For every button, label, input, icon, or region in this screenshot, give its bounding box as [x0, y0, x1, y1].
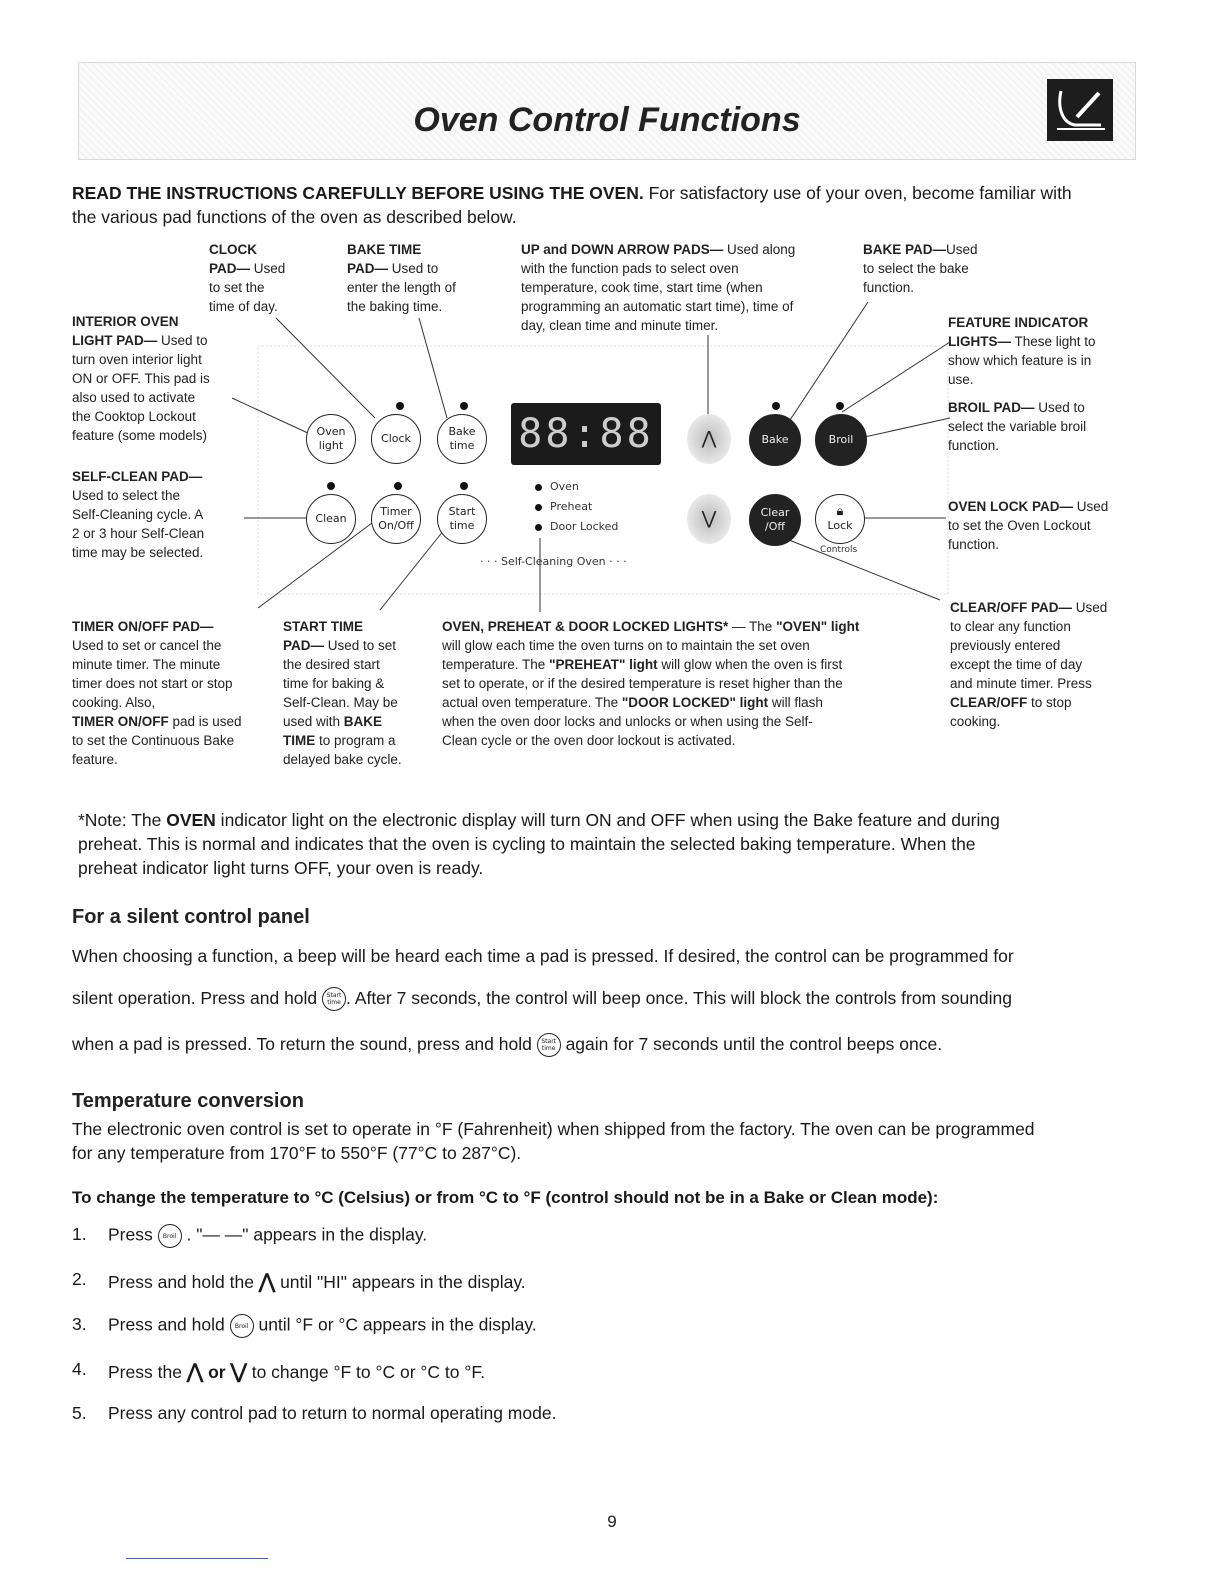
- baketime-title-2: PAD—: [347, 261, 389, 276]
- oven-light-pad-label: [317, 425, 346, 453]
- note-bold: OVEN: [166, 810, 216, 830]
- step-2-num: 2.: [72, 1269, 87, 1289]
- bake-time-label-1: Bake: [448, 425, 476, 438]
- note-line-2: preheat. This is normal and indicates that the oven is cycling to maintain the selected baking temperature. When the: [78, 834, 976, 854]
- bakepad-desc-2: to select the bake: [863, 261, 969, 276]
- step-4-a: Press the: [108, 1362, 187, 1382]
- step-3-text: [108, 1314, 537, 1338]
- updown-desc-5: day, clean time and minute timer.: [521, 318, 719, 333]
- start-time-mini-label: [327, 992, 342, 1006]
- timer-label-2: On/Off: [378, 519, 414, 532]
- broil-desc-2: select the variable broil: [948, 419, 1087, 434]
- step-3-num: 3.: [72, 1314, 87, 1334]
- start-mini-2: time: [327, 999, 341, 1007]
- feature-desc-3: use.: [948, 372, 974, 387]
- ovenlock-desc-3: function.: [948, 537, 1000, 552]
- step-4-or: or: [208, 1362, 226, 1382]
- step-5-text: Press any control pad to return to normal operating mode.: [108, 1403, 557, 1423]
- step-3-a: Press and hold: [108, 1314, 230, 1335]
- feature-desc-2: show which feature is in: [948, 353, 1092, 368]
- starttime-desc-4: Self-Clean. May be: [283, 695, 398, 710]
- step-3-b: until °F or °C appears in the display.: [253, 1314, 537, 1335]
- lock-icon: 🔒︎: [836, 504, 844, 519]
- intro-text-1: For satisfactory use of your oven, become familiar with: [643, 183, 1072, 203]
- oven-light-label-1: Oven: [316, 425, 346, 438]
- starttime-desc-6-bold: TIME: [283, 733, 316, 748]
- lights-t1: — The: [728, 619, 777, 634]
- up-arrow-icon-inline: ⋀: [258, 1271, 276, 1293]
- step-1-text: [108, 1224, 427, 1248]
- timer-desc-4: cooking. Also,: [72, 695, 156, 710]
- starttime-desc-6: to program a: [315, 733, 396, 748]
- interior-desc-4: also used to activate: [72, 390, 196, 405]
- clear-off-label-1: Clear: [760, 506, 790, 519]
- lights-q3: "DOOR LOCKED" light: [621, 695, 769, 710]
- feature-title: FEATURE INDICATOR: [948, 315, 1089, 330]
- lights-desc-5: when the oven door locks and unlocks or when using the Self-: [442, 714, 813, 729]
- timer-pad-label-wrap: [378, 505, 414, 533]
- timer-title: TIMER ON/OFF PAD—: [72, 619, 214, 634]
- broil-desc-1: Used to: [1034, 400, 1085, 415]
- self-cleaning-indicator: · · · Self-Cleaning Oven · · ·: [480, 555, 627, 568]
- clearoff-desc-4: except the time of day: [950, 657, 1083, 672]
- baketime-desc-3: the baking time.: [347, 299, 443, 314]
- silent-line-2a: silent operation. Press and hold: [72, 988, 323, 1008]
- starttime-desc-7: delayed bake cycle.: [283, 752, 402, 767]
- intro-bold: READ THE INSTRUCTIONS CAREFULLY BEFORE USING THE OVEN.: [72, 183, 644, 203]
- broil-mini-label-2: Broil: [234, 1322, 249, 1330]
- bake-pad[interactable]: [749, 414, 801, 466]
- oven-indicator: [535, 480, 579, 493]
- interior-desc-2: turn oven interior light: [72, 352, 202, 367]
- interior-title-2: LIGHT PAD—: [72, 333, 158, 348]
- oven-indicator-dot: [535, 484, 542, 491]
- silent-line-3b: again for 7 seconds until the control beeps once.: [560, 1034, 943, 1054]
- lights-title: OVEN, PREHEAT & DOOR LOCKED LIGHTS*: [442, 619, 729, 634]
- timer-desc-1: Used to set or cancel the: [72, 638, 222, 653]
- selfclean-desc-2: Self-Cleaning cycle. A: [72, 507, 204, 522]
- door-locked-indicator-dot: [535, 524, 542, 531]
- down-arrow-icon: ⋁: [701, 508, 717, 529]
- temp-heading: Temperature conversion: [72, 1090, 304, 1112]
- starttime-desc-3: time for baking &: [283, 676, 385, 691]
- step-4-b: to change °F to °C or °C to °F.: [246, 1362, 485, 1382]
- bakepad-desc-3: function.: [863, 280, 915, 295]
- baketime-desc-1: Used to: [388, 261, 439, 276]
- step-5-num: 5.: [72, 1403, 87, 1423]
- silent-line-3: [72, 1032, 1152, 1057]
- starttime-title-2: PAD—: [283, 638, 325, 653]
- controls-label: Controls: [820, 545, 858, 555]
- clearoff-desc-3: previously entered: [950, 638, 1061, 653]
- feature-desc-1: These light to: [1011, 334, 1096, 349]
- lights-q2: "PREHEAT" light: [549, 657, 658, 672]
- bakepad-desc-1: Used: [946, 242, 978, 257]
- clearoff-title: CLEAR/OFF PAD—: [950, 600, 1072, 615]
- broil-pad[interactable]: [815, 414, 867, 466]
- silent-line-3a: when a pad is pressed. To return the sound, press and hold: [72, 1034, 537, 1054]
- up-arrow-pad[interactable]: [687, 414, 731, 464]
- oven-indicator-text: Oven: [550, 480, 579, 493]
- silent-heading: For a silent control panel: [72, 906, 310, 928]
- clock-pad[interactable]: [371, 414, 421, 464]
- step-2-a: Press and hold the: [108, 1272, 259, 1292]
- timer-desc-6: to set the Continuous Bake: [72, 733, 235, 748]
- start-time-mini-icon: [322, 987, 346, 1011]
- broil-mini-icon: [158, 1224, 182, 1248]
- bakepad-title: BAKE PAD—: [863, 242, 947, 257]
- step-1-num: 1.: [72, 1224, 87, 1244]
- step-1-b: . "— —" appears in the display.: [181, 1224, 428, 1245]
- ovenlock-desc-2: to set the Oven Lockout: [948, 518, 1091, 533]
- start-time-mini-label-2: [541, 1038, 556, 1052]
- door-locked-indicator-text: Door Locked: [550, 520, 619, 533]
- footer-rule: [126, 1558, 268, 1559]
- lock-pad-text: Lock: [827, 519, 853, 532]
- feature-light-clean: [327, 482, 335, 490]
- start-mini-3: Start: [541, 1038, 557, 1046]
- clock-desc-3: time of day.: [209, 299, 278, 314]
- timer-desc-3: timer does not start or stop: [72, 676, 233, 691]
- up-arrow-icon-inline-2: ⋀: [186, 1361, 204, 1383]
- bake-time-label-2: time: [449, 439, 475, 452]
- selfclean-desc-1: Used to select the: [72, 488, 181, 503]
- feature-light-bake-time: [460, 402, 468, 410]
- interior-desc-3: ON or OFF. This pad is: [72, 371, 210, 386]
- step-2-b: until "HI" appears in the display.: [275, 1272, 526, 1292]
- temp-line-2: for any temperature from 170°F to 550°F (77°C to 287°C).: [72, 1143, 522, 1163]
- feature-light-start-time: [460, 482, 468, 490]
- interior-desc-1: Used to: [157, 333, 208, 348]
- feature-light-timer: [394, 482, 402, 490]
- bake-pad-text: Bake: [761, 433, 789, 446]
- clear-off-pad[interactable]: [749, 494, 801, 546]
- clear-off-pad-label-wrap: [761, 506, 790, 534]
- clock-pad-text: Clock: [381, 432, 411, 445]
- lights-desc-2a: temperature. The: [442, 657, 550, 672]
- oven-light-pad[interactable]: [306, 414, 356, 464]
- broil-mini-label: Broil: [162, 1232, 177, 1240]
- clearoff-desc-5: and minute timer. Press: [950, 676, 1092, 691]
- timer-desc-2: minute timer. The minute: [72, 657, 221, 672]
- note-text-2: indicator light on the electronic display will turn ON and OFF when using the Bake feature and during: [215, 810, 1000, 830]
- bake-time-pad-label-wrap: [448, 425, 475, 453]
- start-time-pad[interactable]: [437, 494, 487, 544]
- clearoff-desc-6-bold: CLEAR/OFF: [950, 695, 1028, 710]
- clock-desc-1: Used: [250, 261, 286, 276]
- preheat-indicator-text: Preheat: [550, 500, 593, 513]
- door-locked-indicator: [535, 520, 618, 533]
- clearoff-desc-1: Used: [1072, 600, 1108, 615]
- lights-desc-4b: will flash: [768, 695, 823, 710]
- clock-display: 88:88: [511, 403, 661, 465]
- feature-light-oven-light: [396, 402, 404, 410]
- clean-pad[interactable]: [306, 494, 356, 544]
- preheat-indicator: [535, 500, 592, 513]
- clearoff-desc-7: cooking.: [950, 714, 1001, 729]
- updown-desc-1: Used along: [723, 242, 796, 257]
- clock-desc-2: to set the: [209, 280, 265, 295]
- timer-desc-5-bold: TIMER ON/OFF: [72, 714, 169, 729]
- starttime-desc-5-bold: BAKE: [343, 714, 383, 729]
- clock-title: CLOCK: [209, 242, 257, 257]
- start-time-label-1: Start: [448, 505, 476, 518]
- start-mini-4: time: [541, 1045, 556, 1053]
- intro-text-2: the various pad functions of the oven as described below.: [72, 207, 517, 227]
- bake-time-pad[interactable]: [437, 414, 487, 464]
- updown-desc-3: temperature, cook time, start time (when: [521, 280, 763, 295]
- start-time-mini-icon-2: [537, 1033, 561, 1057]
- updown-title: UP and DOWN ARROW PADS—: [521, 242, 724, 257]
- step-1-a: Press: [108, 1224, 158, 1245]
- note-line-3: preheat indicator light turns OFF, your oven is ready.: [78, 858, 484, 878]
- baketime-desc-2: enter the length of: [347, 280, 456, 295]
- lock-pad[interactable]: [815, 494, 865, 544]
- timer-label-1: Timer: [380, 505, 412, 518]
- interior-desc-6: feature (some models): [72, 428, 208, 443]
- lights-desc-3: set to operate, or if the desired temperature is reset higher than the: [442, 676, 843, 691]
- starttime-title: START TIME: [283, 619, 363, 634]
- clearoff-desc-6: to stop: [1027, 695, 1072, 710]
- baketime-title: BAKE TIME: [347, 242, 422, 257]
- broil-title: BROIL PAD—: [948, 400, 1035, 415]
- updown-desc-4: programming an automatic start time), time of: [521, 299, 794, 314]
- note-text-1: *Note: The: [78, 810, 167, 830]
- temp-line-1: The electronic oven control is set to operate in °F (Fahrenheit) when shipped from the factory. The oven can be programmed: [72, 1119, 1035, 1139]
- clear-off-label-2: /Off: [765, 520, 785, 533]
- step-4-text: [108, 1359, 485, 1384]
- silent-line-1: When choosing a function, a beep will be heard each time a pad is pressed. If desired, the control can be programmed for: [72, 946, 1014, 966]
- clean-pad-text: Clean: [315, 512, 347, 525]
- temp-subheading: To change the temperature to °C (Celsius) or from °C to °F (control should not be in a Bake or Clean mode):: [72, 1188, 939, 1207]
- starttime-desc-5: used with: [283, 714, 344, 729]
- lights-desc-6: Clean cycle or the oven door lockout is activated.: [442, 733, 736, 748]
- up-arrow-icon: ⋀: [701, 428, 717, 449]
- selfclean-title: SELF-CLEAN PAD—: [72, 469, 203, 484]
- feature-light-bake: [772, 402, 780, 410]
- down-arrow-icon-inline: ⋁: [230, 1361, 247, 1383]
- lights-desc-2b: will glow when the oven is first: [657, 657, 843, 672]
- interior-desc-5: the Cooktop Lockout: [72, 409, 196, 424]
- ovenlock-desc-1: Used: [1073, 499, 1109, 514]
- feature-title-2: LIGHTS—: [948, 334, 1011, 349]
- lights-desc-4a: actual oven temperature. The: [442, 695, 622, 710]
- page-number: 9: [607, 1512, 617, 1531]
- lights-q1: "OVEN" light: [776, 619, 860, 634]
- silent-line-2: [72, 986, 1152, 1011]
- start-mini-1: Start: [326, 992, 342, 1000]
- timer-desc-7: feature.: [72, 752, 118, 767]
- selfclean-desc-3: 2 or 3 hour Self-Clean: [72, 526, 205, 541]
- ovenlock-title: OVEN LOCK PAD—: [948, 499, 1074, 514]
- broil-mini-icon-2: [230, 1314, 254, 1338]
- clearoff-desc-2: to clear any function: [950, 619, 1071, 634]
- step-4-num: 4.: [72, 1359, 87, 1379]
- oven-light-label-2: light: [318, 439, 344, 452]
- starttime-desc-2: the desired start: [283, 657, 380, 672]
- start-time-label-2: time: [449, 519, 475, 532]
- down-arrow-pad[interactable]: [687, 494, 731, 544]
- note-paragraph: [78, 808, 1128, 880]
- silent-line-2b: . After 7 seconds, the control will beep once. This will block the controls from sounding: [346, 988, 1013, 1008]
- starttime-desc-1: Used to set: [324, 638, 397, 653]
- selfclean-desc-4: time may be selected.: [72, 545, 204, 560]
- page-title: Oven Control Functions: [413, 101, 801, 139]
- feature-light-broil: [836, 402, 844, 410]
- step-2-text: [108, 1269, 526, 1294]
- broil-pad-text: Broil: [828, 433, 854, 446]
- broil-desc-3: function.: [948, 438, 1000, 453]
- clock-title-2: PAD—: [209, 261, 251, 276]
- timer-desc-5: pad is used: [168, 714, 242, 729]
- start-time-pad-label-wrap: [449, 505, 476, 533]
- updown-desc-2: with the function pads to select oven: [521, 261, 739, 276]
- preheat-indicator-dot: [535, 504, 542, 511]
- lights-desc-1: will glow each time the oven turns on to maintain the set oven: [442, 638, 810, 653]
- interior-title: INTERIOR OVEN: [72, 314, 179, 329]
- timer-on-off-pad[interactable]: [371, 494, 421, 544]
